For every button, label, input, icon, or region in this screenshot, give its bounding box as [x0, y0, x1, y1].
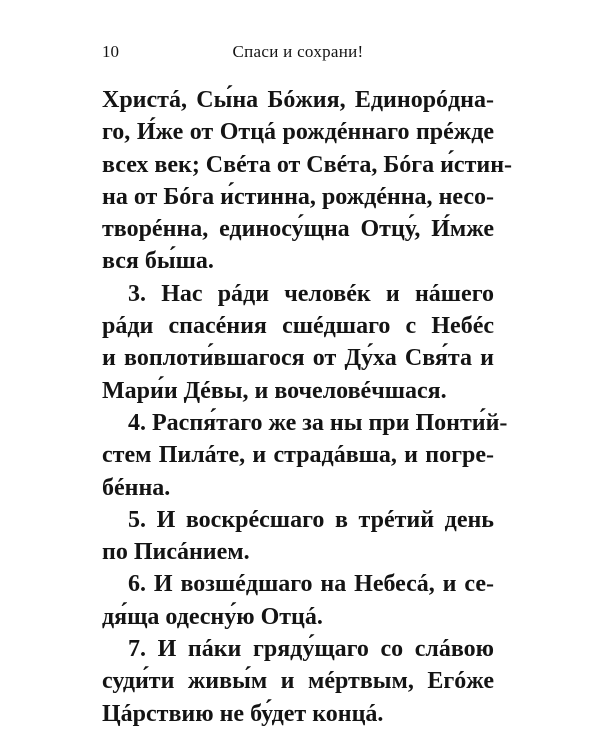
- text-line: Мари́и Дéвы, и вочеловéчшася.: [102, 377, 447, 404]
- text-line: Цáрствию не бу́дет концá.: [102, 700, 384, 727]
- running-title: Спаси и сохрани!: [232, 42, 364, 61]
- text-line: 5. И воскрéсшаго в трéтий день: [128, 506, 494, 533]
- text-line: 3. Нас рáди человéк и нáшего: [128, 280, 494, 307]
- text-line: стем Пилáте, и страдáвша, и погре-: [102, 442, 494, 469]
- text-line: и воплоти́вшагося от Ду́ха Свя́та и: [102, 345, 494, 372]
- text-line: Христá, Сы́на Бóжия, Единорóдна-: [102, 87, 494, 113]
- page-header: [102, 40, 494, 64]
- text-line: по Писáнием.: [102, 539, 250, 566]
- text-line: суди́ти живы́м и мéртвым, Егóже: [102, 668, 494, 695]
- text-line: бéнна.: [102, 474, 171, 501]
- text-line: вся бы́ша.: [102, 248, 214, 275]
- text-line: рáди спасéния сшéдшаго с Небéс: [102, 313, 494, 340]
- text-line: 7. И пáки гряду́щаго со слáвою: [128, 636, 494, 663]
- paragraph-3: [102, 278, 494, 407]
- paragraph-7: [102, 633, 494, 730]
- paragraph-2-continuation: [102, 84, 513, 278]
- text-line: на от Бóга и́стинна, рождéнна, несо-: [102, 183, 494, 210]
- text-line: всех век; Свéта от Свéта, Бóга и́стин-: [102, 151, 513, 178]
- text-line: дя́ща одесну́ю Отцá.: [102, 603, 323, 630]
- paragraph-5: [102, 504, 494, 569]
- text-line: 6. И возшéдшаго на Небесá, и се-: [128, 571, 494, 598]
- text-line: 4. Распя́таго же за ны при Понти́й-: [128, 409, 508, 436]
- text-line: го, И́же от Отцá рождéннаго прéжде: [102, 119, 494, 146]
- text-line: творéнна, единосу́щна Отцу́, И́мже: [102, 216, 494, 243]
- creed-text: [102, 84, 513, 730]
- paragraph-6: [102, 568, 494, 633]
- page-number: 10: [102, 42, 119, 61]
- paragraph-4: [102, 407, 508, 504]
